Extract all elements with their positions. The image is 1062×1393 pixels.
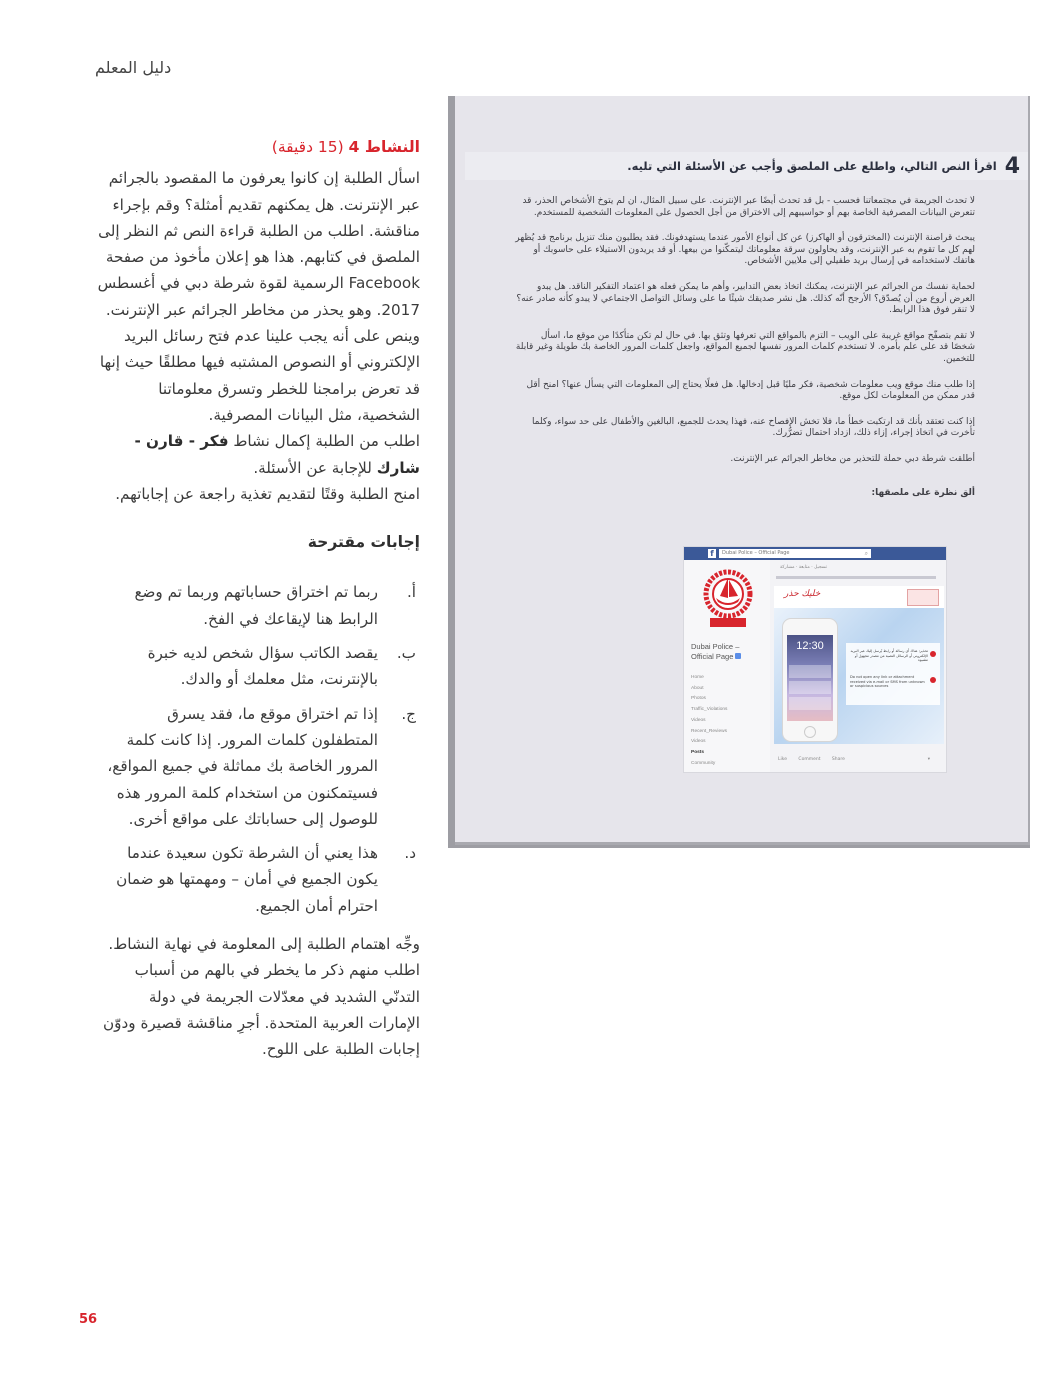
tps-strategy-name: فكر - قارن - شارك (134, 432, 420, 477)
think-pair-share-paragraph (96, 428, 420, 481)
answer-text: هذا يعني أن الشرطة تكون سعيدة عندما يكون الجميع في أمان – ومهمتها هو ضمان احترام أمان الجميع. (116, 844, 378, 915)
activity-duration: (15 دقيقة) (271, 138, 344, 156)
feedback-paragraph: امنح الطلبة وقتًا لتقديم تغذية راجعة عن إجاباتهم. (115, 484, 420, 503)
facebook-post-actions (778, 757, 942, 762)
activity-title-label: النشاط 4 (348, 138, 420, 156)
dubai-police-emblem-icon (702, 568, 754, 630)
phone-time: 12:30 (796, 640, 824, 652)
phone-notification (789, 697, 831, 710)
page-name-line-2 (691, 652, 741, 662)
book-paragraph: إذا كنت تعتقد بأنك قد ارتكبت خطأ ما، فلا تخش الإفصاح عنه، فهذا يحدث للجميع، البالغين والأطفال على حد سواء، وكلما تأخرت في اتخاذ إجراء، إزاء ذلك، ازداد احتمال تضرُّرك. (531, 416, 975, 439)
profile-switch-icon: ▾ (927, 757, 930, 762)
book-paragraph: إذا طلب منك موقع ويب معلومات شخصية، فكر مليًا قبل إدخالها. هل فعلًا يحتاج إلى المعلومات التي يسأل عنها؟ امنح أقل قدر ممكن من المعلومات لكل موقع. (526, 379, 975, 402)
book-paragraph: لا تقم بتصفّح مواقع غريبة على الويب – التزم بالمواقع التي تعرفها وتثق بها. في حال لم تكن متأكدًا من موقع ما، اسأل شخصًا قد على علم بأمره. لا تستخدم كلمات المرور نفسها لجميع المواقع، واجعل كلمات المرور الخاصة بك طويلة وغير قابلة للتخمين. (515, 330, 975, 364)
poster-prompt: ألق نظرة على ملصقها: (871, 487, 975, 498)
campaign-banner (774, 586, 944, 609)
like-action: Like (778, 757, 787, 762)
warning-text-arabic: تحذير: هناك أي رسالة أو رابط يُرسل إليك عبر البريد الإلكتروني أو الرسائل النصية من مصدر مجهول أو مشبوه (850, 649, 928, 663)
answer-item (96, 840, 420, 919)
phone-notification (789, 665, 831, 678)
answer-text: إذا تم اختراق موقع ما، فقد يسرق المتطفلون كلمات المرور. إذا كانت كلمة المرور الخاصة بك مماثلة في جميع المواقع، فسيتمكنون من استخدام كلمة المرور هذه للوصول إلى حساباتك على مواقع أخرى. (107, 704, 378, 828)
comment-action: Comment (798, 757, 821, 762)
intro-paragraph: اسأل الطلبة إن كانوا يعرفون ما المقصود بالجرائم عبر الإنترنت. هل يمكنهم تقديم أمثلة؟ وقم بإجراء مناقشة. اطلب من الطلبة قراءة النص ثم النظر إلى الملصق في كتابهم. هذا هو إعلان مأخوذ من صفحة Facebook الرسمية لقوة شرطة دبي في أغسطس 2017. وهو يحذر من مخاطر الجرائم عبر الإنترنت. وينص على أنه يجب علينا عدم فتح رسائل البريد الإلكتروني أو النصوص المشتبه فيها مطلقًا حيث إنها قد تعرض برامجنا للخطر وتسرق معلوماتنا الشخصية، مثل البيانات المصرفية. (97, 169, 420, 424)
fb-nav-item: Traffic_Violations (691, 707, 728, 713)
smartphone-illustration (782, 618, 838, 742)
fb-nav-item: Photos (691, 696, 706, 702)
fb-nav-item: Community (691, 760, 716, 766)
answer-item (96, 701, 420, 832)
answer-letter: ب. (396, 644, 416, 663)
fb-nav-item: Home (691, 675, 704, 680)
facebook-search-text: Dubai Police – Official Page (722, 550, 790, 556)
verified-badge-icon (735, 653, 741, 659)
answer-text: ربما تم اختراق حساباتهم وربما تم وضع الرابط هنا لإيقاعك في الفخ. (134, 583, 378, 628)
facebook-post-area (772, 560, 946, 772)
student-book-page (455, 96, 1030, 845)
closing-paragraph: وجِّه اهتمام الطلبة إلى المعلومة في نهاية النشاط. اطلب منهم ذكر ما يخطر في بالهم من أسباب التدنّي الشديد في معدّلات الجريمة في دولة الإمارات العربية المتحدة. أجرِ مناقشة قصيرة ودوّن إجابات الطلبة على اللوح. (103, 935, 420, 1059)
search-icon: ⌕ (864, 550, 868, 557)
student-book-text (515, 196, 975, 513)
tps-after: للإجابة عن الأسئلة. (253, 458, 372, 477)
page-number: 56 (79, 1312, 98, 1327)
facebook-post-meta (776, 576, 936, 579)
running-title: دليل المعلم (95, 58, 172, 77)
fb-nav-item: Recent_Reviews (691, 728, 727, 734)
book-paragraph: لا تحدث الجريمة في مجتمعاتنا فحسب - بل قد تحدث أيضًا عبر الإنترنت. على سبيل المثال، ان لم يتوخ الأشخاص الحذر، قد تتعرض البيانات المصرفية الخاصة بهم أو حواسيبهم إلى الاختراق من أجل الحصول على المعلومات الشخصية للمستخدم. (522, 196, 975, 218)
answer-letter: ج. (401, 704, 416, 723)
facebook-sidebar (684, 560, 770, 772)
tps-before: اطلب من الطلبة إكمال نشاط (233, 432, 420, 451)
teacher-guide-column (96, 134, 420, 1063)
fb-nav-item-active: Posts (691, 749, 705, 755)
facebook-top-bar (684, 547, 946, 560)
facebook-logo-icon: f (708, 549, 716, 558)
task-instruction: اقرأ النص التالي، واطلع على الملصق وأجب عن الأسئلة التي تليه. (627, 159, 997, 173)
campaign-calligraphy: خليك حذر (784, 589, 821, 599)
facebook-search-box (719, 549, 871, 558)
phone-notification (789, 681, 831, 694)
fb-nav-item: About (691, 685, 704, 691)
facebook-page-name (691, 642, 741, 662)
phone-lock-screen (787, 635, 833, 721)
book-paragraph: أطلقت شرطة دبي حملة للتحذير من مخاطر الجرائم عبر الإنترنت. (730, 453, 975, 464)
fb-nav-item: Videos (691, 717, 706, 723)
warning-icon (930, 651, 936, 657)
task-header (465, 152, 1028, 180)
page-name-line-1: Dubai Police – (691, 642, 740, 651)
answer-item (96, 579, 420, 632)
dubai-police-poster (684, 547, 946, 772)
warning-text-english: Do not open any link or attachment received via e-mail or SMS from unknown or suspicious sources (850, 675, 925, 689)
book-paragraph: لحماية نفسك من الجرائم عبر الإنترنت، يمكنك اتخاذ بعض التدابير، وأهم ما يمكن فعله هو اعتماد التفكير الناقد. هل يبدو العرض أروع من أن يُصدّق؟ الأرجح أنّه كذلك. هل نشر صديقك شيئًا ما على وسائل التواصل الاجتماعي لا يبدو كأنه صادر عنه؟ لا تنقر فوق هذا الرابط. (516, 281, 975, 316)
answer-letter: أ. (406, 583, 416, 602)
page-name-line-2-text: Official Page (691, 652, 734, 661)
dubai-police-logo-icon (907, 589, 939, 606)
fb-nav-item: Videos (691, 739, 706, 745)
campaign-visual (774, 608, 944, 744)
book-paragraph: يبحث قراصنة الإنترنت (المخترقون أو الهاكرز) عن كل أنواع الأمور عندما يستهدفونك. فقد يطلبون منك تنزيل برنامج قد يُظهر لهم كل ما تقوم به عبر الإنترنت، وقد يحاولون سرقة معلوماتك ليتمكّنوا من بيعها. أو قد يريدون الاستيلاء على حاسوبك أو هاتفك لاستخدامه في إرسال بريد طفيلي إلى ملايين الأشخاص. (515, 233, 975, 267)
facebook-page-tabs: تسجيل · متابعة · مشاركة (780, 565, 828, 570)
phone-home-button-icon (804, 726, 816, 738)
answer-item (96, 640, 420, 693)
suggested-answers-heading: إجابات مقترحة (307, 533, 420, 552)
share-action: Share (831, 757, 845, 762)
answer-letter: د. (404, 844, 416, 863)
running-header (95, 58, 175, 77)
facebook-page-nav (691, 673, 727, 769)
warning-message-box (846, 643, 940, 705)
task-number: 4 (1004, 153, 1020, 179)
answer-text: يقصد الكاتب سؤال شخص لديه خبرة بالإنترنت، مثل معلمك أو والدك. (147, 644, 378, 689)
activity-title (96, 134, 420, 160)
warning-icon (930, 677, 936, 683)
